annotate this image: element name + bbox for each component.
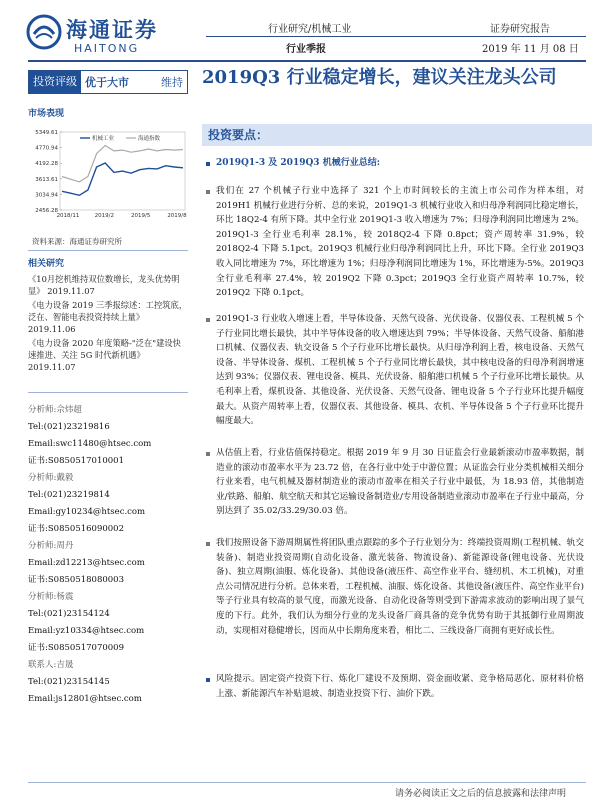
analyst-cert: 证书:S0850518080003 bbox=[28, 575, 124, 585]
market-title: 市场表现 bbox=[28, 109, 65, 119]
bullet-square-icon bbox=[206, 162, 210, 166]
x-tick-label: 2019/2 bbox=[94, 213, 115, 219]
x-tick-label: 2019/5 bbox=[130, 213, 151, 219]
related-item[interactable]: 《电力设备 2019 三季报综述：工控筑底，泛在、智能电表投资持续上量》 2019.11.06 bbox=[28, 300, 188, 334]
analyst-tel: Tel:(021)23219814 bbox=[28, 490, 110, 500]
paragraph-risk: 风险提示。固定资产投资下行、炼化厂建设不及预期、资金面收紧、竞争格局恶化、原材料价格上涨、新能源汽车补贴退坡、制造业投资下行、油价下跌。 bbox=[216, 674, 584, 699]
analyst-tel: Tel:(021)23154145 bbox=[28, 677, 110, 687]
market-chart-svg bbox=[30, 124, 190, 224]
legend-label-index: 海通指数 bbox=[138, 136, 161, 142]
bullet-dot-icon bbox=[206, 190, 210, 194]
related-item[interactable]: 《10月挖机维持双位数增长，龙头优势明显》 2019.11.07 bbox=[28, 274, 180, 296]
analyst-name: 联系人:吉晟 bbox=[28, 660, 74, 670]
sidebar bbox=[28, 70, 188, 119]
bullet-dot-icon bbox=[206, 452, 210, 456]
series-line-index bbox=[62, 146, 183, 182]
logo-chinese-name: 海通证券 bbox=[66, 17, 158, 42]
related-research bbox=[28, 256, 188, 373]
y-tick-label: 4770.94 bbox=[35, 145, 58, 152]
paragraph-overview: 我们在 27 个机械子行业中选择了 321 个上市时间较长的主流上市公司作为样本组，对 2019H1 机械行业进行分析、总的来说，2019Q1-3 机械行业收入和归母净利润同比稳定增长，环比 18Q2-4 有所下降。其中全行业 2019Q1-3 收入增速为 7%；归母净利润同比增速为 2%。2019Q1-3 全行业毛利率 28.1%，较 2018Q2-4 下降 0.8pct；资产周转率 31.9%，较 2018Q2-4 下降 5.1pct。2019Q3 机械行业归母净利润同比上升，环比下降。全行业 2019Q3 收入同比增速为 7%，环比增速为 1%；归母净利润同比增速为 1%，环比增速为-5%。2019Q3 全行业毛利率 27.4%，较 2019Q2 下降 0.3pct；2019Q3 全行业资产周转率 10.7%，较 2019Q2 下降 0.1pct。 bbox=[216, 186, 584, 299]
report-type: 证券研究报告 bbox=[490, 24, 550, 35]
analyst-name: 分析师:佘炜超 bbox=[28, 405, 82, 415]
rating-label: 投资评级 bbox=[29, 71, 81, 93]
x-tick-label: 2018/11 bbox=[56, 213, 80, 219]
related-item[interactable]: 《电力设备 2020 年度策略-"泛在"建设快速推进、关注 5G 时代新机遇》 2019.11.07 bbox=[28, 338, 181, 372]
logo-english-name: HAITONG bbox=[74, 42, 140, 55]
analyst-tel: Tel:(021)23154124 bbox=[28, 609, 110, 619]
rating-value: 优于大市 bbox=[85, 76, 129, 89]
related-title: 相关研究 bbox=[28, 259, 65, 269]
header-divider bbox=[206, 36, 586, 37]
analyst-email[interactable]: Email:yz10334@htsec.com bbox=[28, 626, 145, 636]
analyst-block bbox=[28, 538, 188, 589]
series-line-industry bbox=[62, 163, 183, 195]
bullet-dot-icon bbox=[206, 542, 210, 546]
report-date: 2019 年 11 月 08 日 bbox=[482, 44, 579, 55]
analyst-name: 分析师:杨震 bbox=[28, 592, 74, 602]
analyst-block bbox=[28, 470, 188, 538]
analyst-block bbox=[28, 589, 188, 657]
y-tick-label: 5349.61 bbox=[35, 130, 58, 136]
haitong-logo bbox=[22, 8, 182, 68]
y-tick-label: 4192.28 bbox=[35, 161, 58, 168]
header-rule bbox=[28, 60, 586, 62]
rating-trend: 维持 bbox=[161, 76, 183, 89]
sidebar-divider bbox=[28, 392, 188, 393]
analyst-tel: Tel:(021)23219816 bbox=[28, 422, 110, 432]
y-tick-label: 3613.61 bbox=[35, 176, 58, 183]
x-tick-label: 2019/8 bbox=[167, 213, 187, 219]
rating-box bbox=[28, 70, 188, 94]
analyst-cert: 证书:S0850517010001 bbox=[28, 456, 124, 466]
analyst-email[interactable]: Email:js12801@htsec.com bbox=[28, 694, 142, 704]
analyst-email[interactable]: Email:zd12213@htsec.com bbox=[28, 558, 145, 568]
bullet-square-icon bbox=[206, 678, 210, 682]
report-category: 行业研究/机械工业 bbox=[268, 24, 352, 35]
bullet-dot-icon bbox=[206, 318, 210, 322]
analyst-email[interactable]: Email:swc11480@htsec.com bbox=[28, 439, 152, 449]
analyst-email[interactable]: Email:gy10234@htsec.com bbox=[28, 507, 146, 517]
paragraph-subsector-growth: 2019Q1-3 行业收入增速上看，半导体设备、天然气设备、光伏设备、仪器仪表、工程机械 5 个子行业同比增长最快，其中半导体设备的收入增速达到 79%；半导体设备、天然气设备、船舶港口机械、仪器仪表、轨交设备 5 个子行业环比增长最快。从归母净利润上看，核电设备、天然气设备、半导体设备、煤机、工程机械 5 个子行业同比增长最快，其中核电设备的归母净利润增速达到 93%；仪器仪表、锂电设备、模具、光伏设备、船舶港口机械 5 个子行业环比增长最快。从毛利率上看，煤机设备、其他设备、光伏设备、天然气设备、锂电设备 5 个子行业环比提升幅度最大。从资产周转率上看，仪器仪表、其他设备、模具、农机、半导体设备 5 个子行业环比提升幅度最大。 bbox=[216, 314, 584, 427]
y-tick-label: 2456.28 bbox=[35, 208, 58, 214]
footer-disclaimer: 请务必阅读正文之后的信息披露和法律声明 bbox=[395, 789, 567, 799]
analyst-block bbox=[28, 402, 188, 470]
footer-rule bbox=[28, 782, 586, 783]
analyst-cert: 证书:S0850516090002 bbox=[28, 524, 124, 534]
chart-source: 资料来源：海通证券研究所 bbox=[32, 237, 122, 246]
analyst-block bbox=[28, 657, 188, 708]
analyst-cert: 证书:S0850517070009 bbox=[28, 643, 124, 653]
y-tick-label: 3034.94 bbox=[35, 192, 58, 199]
sidebar-divider bbox=[28, 250, 188, 251]
paragraph-valuation: 从估值上看，行业估值保持稳定。根据 2019 年 9 月 30 日证监会行业最新滚动市盈率数据，制造业的滚动市盈率水平为 23.72 倍，在各行业中处于中游位置；从证监会行业分类机械相关细分行业来看，电气机械及器材制造业的滚动市盈率在相关子行业中最低，为 18.93 倍，其他制造业/铁路、船舶、航空航天和其它运输设备制造业/专用设备制造业滚动市盈率在子行业中最高，分别达到了 35.02/33.29/30.03 倍。 bbox=[216, 448, 584, 517]
analyst-name: 分析师:戴毅 bbox=[28, 473, 74, 483]
paragraph-subsector-cycles: 我们按照设备下游周期属性将团队重点跟踪的多个子行业划分为：终端投资周期(工程机械、轨交装备)、制造业投资周期(自动化设备、激光装备、物流设备)、新能源设备(锂电设备、光伏设备)、独立周期(油服、炼化设备)、其他设备(液压件、高空作业平台、缝纫机、木工机械)，对重点公司情况进行分析。总体来看，工程机械、油服、炼化设备、其他设备(液压件、高空作业平台)等子行业具有较高的景气度，而激光设备、自动化设备等则受到下游需求波动的影响出现了景气度的下行。此外，我们认为细分行业的龙头设备厂商具备的竞争优势有助于其抵御行业周期波动，实现相对稳健增长，因而从中长期角度来看，相比二、三线设备厂商拥有更好成长性。 bbox=[216, 538, 584, 636]
investment-points-header: 投资要点： bbox=[202, 124, 592, 146]
summary-heading: 2019Q1-3 及 2019Q3 机械行业总结: bbox=[216, 158, 381, 168]
report-subcategory: 行业季报 bbox=[286, 44, 326, 55]
analyst-list bbox=[28, 402, 188, 708]
analyst-name: 分析师:周丹 bbox=[28, 541, 74, 551]
market-chart bbox=[30, 124, 190, 224]
legend-label-industry: 机械工业 bbox=[92, 136, 115, 142]
logo-emblem-icon bbox=[26, 14, 62, 50]
report-title: 2019Q3 行业稳定增长，建议关注龙头公司 bbox=[202, 67, 557, 88]
